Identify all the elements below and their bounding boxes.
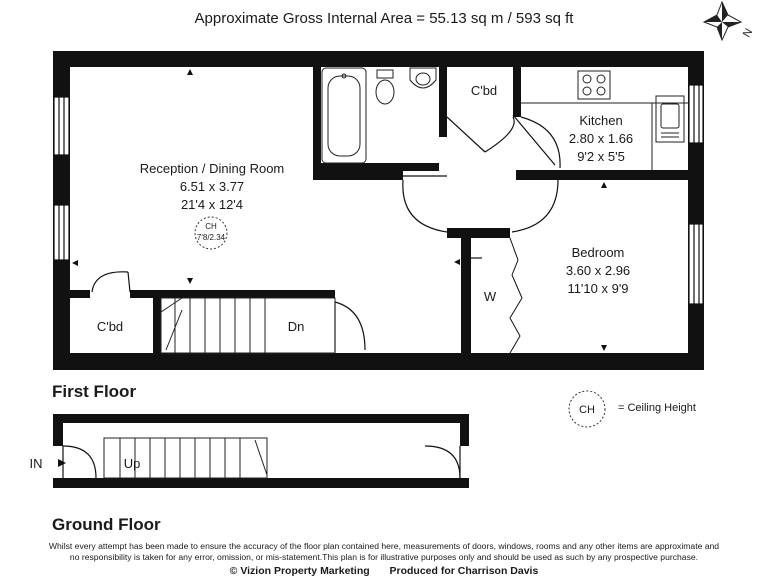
compass-rose-icon: [704, 2, 741, 40]
legend-ch-code: CH: [579, 404, 595, 416]
reception-room-label: [122, 160, 302, 214]
copyright-text: © Vizion Property Marketing: [229, 565, 370, 577]
ground-floor-walls: [53, 414, 469, 488]
bedroom-metric: 3.60 x 2.96: [565, 263, 631, 278]
bathroom-fixtures: [322, 68, 436, 163]
reception-metric: 6.51 x 3.77: [179, 179, 245, 194]
stairs-down-label: Dn: [287, 319, 305, 334]
stairs-up-label: Up: [123, 456, 141, 471]
reception-name: Reception / Dining Room: [139, 161, 285, 176]
bedroom-room-label: [548, 244, 648, 298]
ceiling-height-marker: [195, 221, 227, 243]
first-floor-heading: First Floor: [52, 382, 137, 401]
legend-ch-text: = Ceiling Height: [618, 402, 696, 414]
bedroom-name: Bedroom: [571, 245, 625, 260]
wardrobe-doors: [510, 238, 522, 353]
ground-floor-heading: Ground Floor: [52, 515, 161, 534]
entrance-label: IN: [29, 456, 43, 471]
kitchen-imperial: 9'2 x 5'5: [577, 149, 625, 164]
credits: [0, 565, 768, 577]
disclaimer-line-2: no responsibility is taken for any error, omission, or mis-statement.This plan is for illustrative purposes only and should be used as such by any prospective purchase.: [69, 552, 699, 562]
kitchen-name: Kitchen: [579, 113, 623, 128]
area-title: Approximate Gross Internal Area = 55.13 sq m / 593 sq ft: [194, 10, 574, 27]
bedroom-imperial: 11'10 x 9'9: [567, 281, 629, 296]
ceiling-height-code: CH: [205, 222, 217, 231]
wardrobe-label: W: [483, 289, 497, 304]
kitchen-room-label: [556, 112, 646, 166]
entrance-arrow-icon: [58, 459, 66, 467]
ceiling-height-value: 7'8/2.34: [196, 233, 226, 242]
produced-for-text: Produced for Charrison Davis: [389, 565, 539, 577]
disclaimer-line-1: Whilst every attempt has been made to ensure the accuracy of the floor plan contained here, measurements of doors, windows, rooms and any other items are approximate and: [48, 541, 720, 551]
cupboard-top-label: C'bd: [470, 83, 498, 98]
disclaimer: [0, 541, 768, 563]
kitchen-metric: 2.80 x 1.66: [568, 131, 634, 146]
compass-north-label: N: [740, 26, 756, 40]
reception-imperial: 21'4 x 12'4: [180, 197, 244, 212]
cupboard-left-label: C'bd: [96, 319, 124, 334]
